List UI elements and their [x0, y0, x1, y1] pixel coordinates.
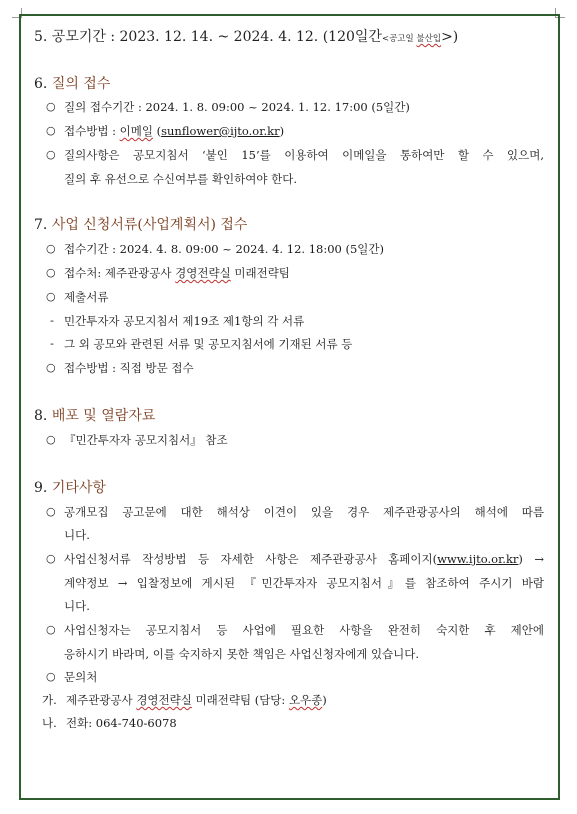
list-item-continued: 계약정보 → 입찰정보에 게시된 『민간투자자 공모지침서』를 참조하여 주시기 바람 — [64, 576, 544, 590]
section-6-number: 6. — [34, 76, 48, 92]
list-item: 질의 접수기간 : 2024. 1. 8. 09:00 ~ 2024. 1. 12. 17:00 (5일간) — [64, 100, 410, 114]
list-item: 접수방법 : 직접 방문 접수 — [64, 361, 194, 375]
bullet: ○ — [46, 290, 56, 303]
list-item-continued: 니다. — [64, 599, 90, 613]
list-item-text: 접수방법 : — [64, 124, 120, 138]
list-item: 『민간투자자 공모지침서』 참조 — [64, 433, 228, 447]
bullet: ○ — [46, 433, 56, 446]
list-item-text: 접수처: 제주관광공사 — [64, 266, 176, 280]
section-7-heading — [34, 217, 247, 233]
section-6-title: 질의 접수 — [51, 76, 111, 92]
list-item: 접수기간 : 2024. 4. 8. 09:00 ~ 2024. 4. 12. 18:00 (5일간) — [64, 242, 384, 256]
section-5-note-a: 공고일 — [389, 34, 417, 44]
list-item-continued: 질의 후 유선으로 수신여부를 확인하여야 한다. — [64, 172, 298, 186]
list-item-text: 제주관광공사 — [66, 693, 137, 707]
bullet: ○ — [46, 266, 56, 279]
section-9-heading — [34, 480, 106, 496]
bullet: ○ — [46, 670, 56, 683]
section-9-title: 기타사항 — [51, 480, 106, 496]
section-5-text: 5. 공모기간 : 2023. 12. 14. ~ 2024. 4. 12. (120일간 — [34, 29, 382, 45]
list-item: 문의처 — [64, 670, 98, 684]
section-5-note-b: 불산입 — [416, 34, 442, 44]
contact-phone: 전화: 064-740-6078 — [66, 716, 177, 730]
list-item-continued: 응하시기 바라며, 이를 숙지하지 못한 책임은 사업신청자에게 있습니다. — [64, 647, 420, 661]
sub-list-item: 민간투자자 공모지침서 제19조 제1항의 각 서류 — [64, 314, 305, 328]
list-item-text: ) → — [518, 552, 544, 566]
section-8-number: 8. — [34, 408, 48, 424]
email-link[interactable]: sunflower@ijto.or.kr — [161, 124, 280, 138]
section-8-heading — [34, 408, 155, 424]
bullet: ○ — [46, 242, 56, 255]
list-item-text: ( — [152, 124, 162, 138]
dash: - — [50, 314, 54, 327]
bullet: ○ — [46, 124, 56, 137]
list-item-continued: 니다. — [64, 528, 90, 542]
section-5-note-open: < — [381, 34, 390, 44]
section-7-number: 7. — [34, 217, 48, 233]
list-item-text: ) — [322, 693, 327, 707]
section-5-period — [34, 29, 458, 47]
list-item-text: 미래전략팀 (담당: — [191, 693, 289, 707]
homepage-link[interactable]: www.ijto.or.kr — [437, 552, 519, 566]
list-item-text: ) — [279, 124, 285, 138]
dash: - — [50, 337, 54, 350]
list-item-word: 경영전략실 — [175, 266, 231, 280]
list-item: 사업신청자는 공모지침서 등 사업에 필요한 사항을 완전히 숙지한 후 제안에 — [64, 623, 544, 637]
list-item: 질의사항은 공모지침서 ‘붙인 15’를 이용하여 이메일을 통하여만 할 수 있으며, — [64, 148, 544, 162]
contact-department — [66, 692, 327, 708]
list-item-text: 사업신청서류 작성방법 등 자세한 사항은 제주관광공사 홈페이지( — [64, 552, 438, 566]
bullet: ○ — [46, 552, 56, 565]
list-item-word: 이메일 — [119, 124, 153, 138]
sub-list-item: 그 외 공모와 관련된 서류 및 공모지침서에 기재된 서류 등 — [64, 337, 353, 351]
list-item: 제출서류 — [64, 290, 109, 304]
section-6-heading — [34, 76, 110, 92]
bullet: ○ — [46, 148, 56, 161]
section-9-number: 9. — [34, 480, 48, 496]
section-8-title: 배포 및 열람자료 — [51, 408, 156, 424]
bullet: ○ — [46, 100, 56, 113]
list-item — [64, 123, 284, 139]
section-7-title: 사업 신청서류(사업계획서) 접수 — [51, 217, 248, 233]
list-item — [64, 551, 544, 567]
contact-person: 오우종 — [288, 693, 323, 707]
bullet: ○ — [46, 623, 56, 636]
list-item: 공개모집 공고문에 대한 해석상 이견이 있을 경우 제주관광공사의 해석에 따름 — [64, 505, 544, 519]
sub-marker: 가. — [42, 693, 57, 707]
section-5-note-close: >) — [441, 29, 459, 45]
list-item-text: 미래전략팀 — [230, 266, 290, 280]
sub-marker: 나. — [42, 716, 57, 730]
bullet: ○ — [46, 361, 56, 374]
list-item — [64, 265, 290, 281]
bullet: ○ — [46, 505, 56, 518]
list-item-word: 경영전략실 — [136, 693, 192, 707]
